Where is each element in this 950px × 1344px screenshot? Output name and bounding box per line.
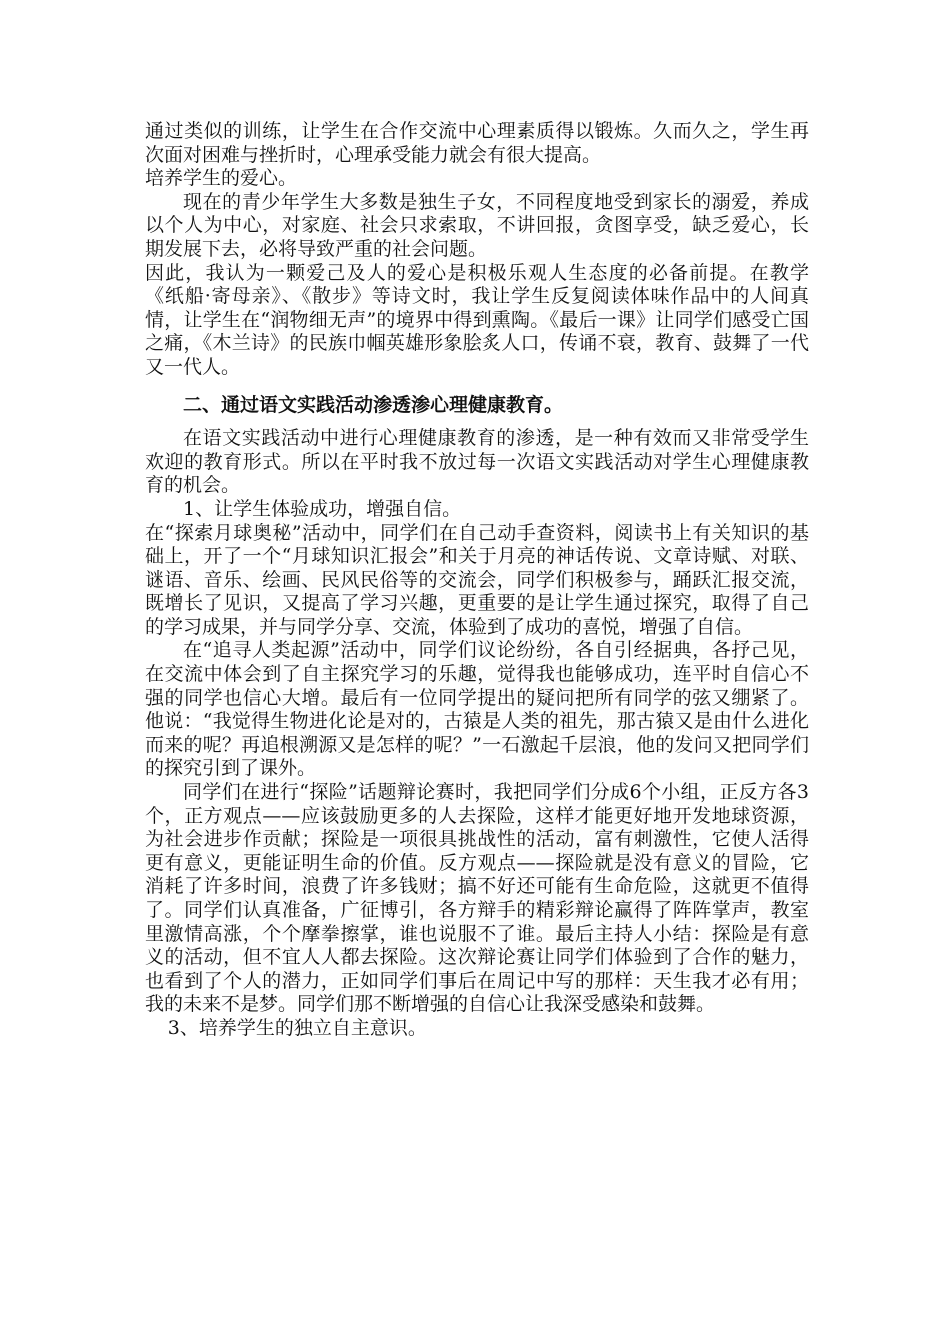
subheading-experience-success: 1、让学生体验成功，增强自信。 <box>183 497 462 520</box>
paragraph-training-result: 通过类似的训练，让学生在合作交流中心理素质得以锻炼。久而久之，学生再次面对困难与挫折时，心理承受能力就会有很大提高。 <box>145 120 809 166</box>
paragraph-moon-activity: 在“探索月球奥秘”活动中，同学们在自己动手查资料，阅读书上有关知识的基础上，开了一个“月球知识汇报会”和关于月亮的神话传说、文章诗赋、对联、谜语、音乐、绘画、民风民俗等的交流会，同学们积极参与，踊跃汇报交流，既增长了见识，又提高了学习兴趣，更重要的是让学生通过探究，取得了自己的学习成果，并与同学分享、交流，体验到了成功的喜悦，增强了自信。 <box>145 521 809 638</box>
paragraph-only-children: 现在的青少年学生大多数是独生子女，不同程度地受到家长的溺爱，养成以个人为中心，对家庭、社会只求索取，不讲回报，贪图享受，缺乏爱心，长期发展下去，必将导致严重的社会问题。 <box>145 190 809 260</box>
paragraph-human-origin-activity: 在“追寻人类起源”活动中，同学们议论纷纷，各自引经据典，各抒己见，在交流中体会到了自主探究学习的乐趣，觉得我也能够成功，连平时自信心不强的同学也信心大增。最后有一位同学提出的疑问把所有同学的弦又绷紧了。他说：“我觉得生物进化论是对的，古猿是人类的祖先，那古猿又是由什么进化而来的呢？再追根溯源又是怎样的呢？”一石激起千层浪，他的发问又把同学们的探究引到了课外。 <box>145 639 809 780</box>
paragraph-practice-intro: 在语文实践活动中进行心理健康教育的渗透，是一种有效而又非常受学生欢迎的教育形式。所以在平时我不放过每一次语文实践活动对学生心理健康教育的机会。 <box>145 427 809 497</box>
paragraph-love-premise: 因此，我认为一颗爱己及人的爱心是积极乐观人生态度的必备前提。在教学《纸船·寄母亲》、《散步》等诗文时，我让学生反复阅读体味作品中的人间真情，让学生在“润物细无声”的境界中得到熏陶。《最后一课》让同学们感受亡国之痛，《木兰诗》的民族巾帼英雄形象脍炙人口，传诵不衰，教育、鼓舞了一代又一代人。 <box>145 261 809 378</box>
paragraph-debate-activity: 同学们在进行“探险”话题辩论赛时，我把同学们分成6个小组，正反方各3个，正方观点——应该鼓励更多的人去探险，这样才能更好地开发地球资源，为社会进步作贡献；探险是一项很具挑战性的活动，富有刺激性，它使人活得更有意义，更能证明生命的价值。反方观点——探险就是没有意义的冒险，它消耗了许多时间，浪费了许多钱财；搞不好还可能有生命危险，这就更不值得了。同学们认真准备，广征博引，各方辩手的精彩辩论赢得了阵阵掌声，教室里激情高涨，个个摩拳擦掌，谁也说服不了谁。最后主持人小结：探险是有意义的活动，但不宜人人都去探险。这次辩论赛让同学们体验到了合作的魅力，也看到了个人的潜力，正如同学们事后在周记中写的那样：天生我才必有用；我的未来不是梦。同学们那不断增强的自信心让我深受感染和鼓舞。 <box>145 781 809 1016</box>
subheading-independence: 3、培养学生的独立自主意识。 <box>167 1016 427 1039</box>
subheading-cultivate-love: 培养学生的爱心。 <box>145 167 298 190</box>
document-page <box>145 120 809 1041</box>
section-heading-practice-activities: 二、通过语文实践活动渗透渗心理健康教育。 <box>183 393 564 416</box>
